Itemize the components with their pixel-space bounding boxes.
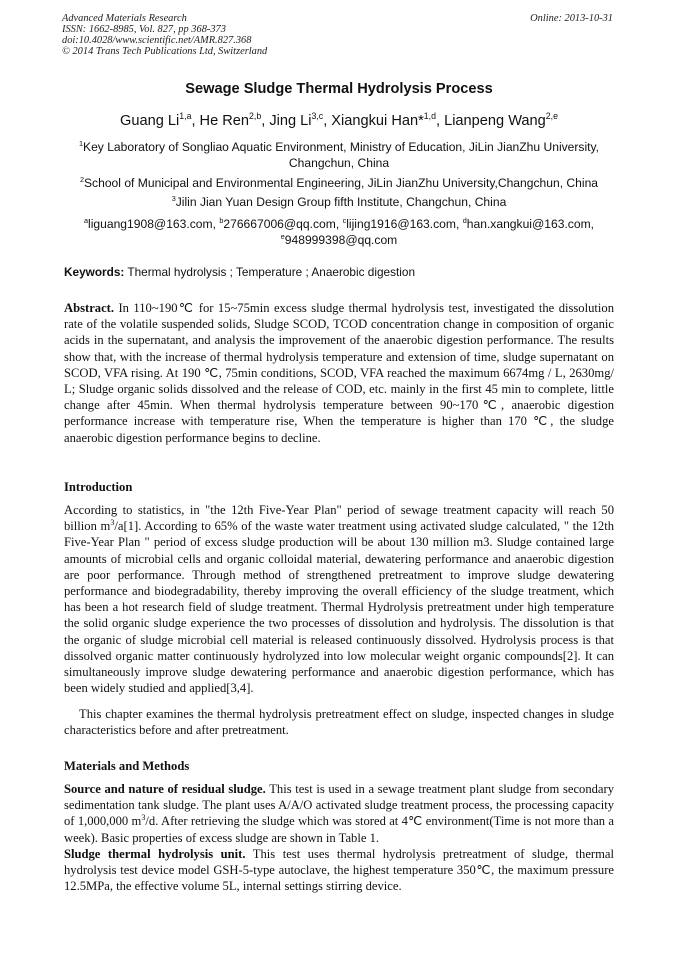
author: Xiangkui Han*: [331, 113, 424, 129]
affiliation-text: School of Municipal and Environmental Engineering, JiLin JianZhu University,Changchun, China: [83, 176, 599, 190]
author: Jing Li: [269, 113, 312, 129]
email-sep: ,: [335, 217, 343, 231]
introduction-paragraph-2: This chapter examines the thermal hydrolysis pretreatment effect on sludge, inspected changes in sludge characteristics before and after pretreatment.: [64, 707, 614, 738]
keywords-label: Keywords:: [64, 265, 125, 279]
email-sep: ,: [590, 217, 595, 231]
author-sup: 3,c: [311, 111, 324, 122]
author-sup: 2,e: [545, 111, 558, 122]
author-list: [0, 113, 678, 129]
author-sep: ,: [261, 113, 270, 129]
email-sup: c: [342, 215, 347, 225]
paragraph-text: According to statistics, in "the 12th Five-Year Plan" period of sewage treatment capacity will reach 50 billion m: [64, 503, 614, 534]
journal-name: Advanced Materials Research: [62, 13, 187, 24]
author: Guang Li: [120, 113, 180, 129]
email[interactable]: lijing1916@163.com: [346, 217, 456, 231]
affiliation-text: Changchun, China: [288, 156, 390, 170]
author-emails: [62, 216, 616, 248]
email-sup: a: [83, 215, 89, 225]
superscript: 3: [110, 518, 115, 528]
author: Lianpeng Wang: [444, 113, 546, 129]
doi-line: doi:10.4028/www.scientific.net/AMR.827.368: [62, 35, 252, 46]
email-sup: d: [462, 215, 467, 225]
methods-paragraph: [64, 781, 614, 894]
subsection-label: Sludge thermal hydrolysis unit.: [64, 846, 246, 861]
copyright-line: © 2014 Trans Tech Publications Ltd, Switzerland: [62, 46, 268, 57]
paper-title: Sewage Sludge Thermal Hydrolysis Process: [185, 81, 493, 97]
author-sep: ,: [191, 113, 200, 129]
author: He Ren: [199, 113, 250, 129]
author-sep: ,: [435, 113, 445, 129]
email[interactable]: han.xangkui@163.com: [466, 217, 591, 231]
superscript: 3: [141, 813, 146, 823]
affiliation-2: [62, 175, 616, 191]
email-sup: b: [219, 215, 224, 225]
keywords-text: Thermal hydrolysis ; Temperature ; Anaerobic digestion: [124, 265, 416, 279]
introduction-heading: Introduction: [64, 480, 133, 494]
email-sep: ,: [455, 217, 463, 231]
paragraph-text: This test uses thermal hydrolysis pretreatment of sludge, thermal hydrolysis test device model GSH-5-type autoclave, the highest temperature 350℃, the maximum pressure 12.5MPa, the effective volume 5L, internal settings stirring device.: [64, 846, 615, 894]
methods-heading: Materials and Methods: [64, 759, 190, 773]
affiliation-3: [62, 194, 616, 210]
author-sup: 1,a: [179, 111, 192, 122]
affiliation-sup: 2: [79, 174, 84, 184]
abstract: [64, 300, 614, 446]
affiliation-sup: 3: [171, 193, 176, 203]
author-sup: 1,d: [423, 111, 436, 122]
affiliation-sup: 1: [78, 138, 83, 148]
email[interactable]: 948999398@qq.com: [284, 233, 398, 247]
abstract-text: In 110~190℃ for 15~75min excess sludge thermal hydrolysis test, investigated the dissolution rate of the volatile suspended solids, Sludge SCOD, TCOD concentration change in composition of organic acids in the supernatant, and analysis the improvement of the anaerobic digestion performance. The results show that, with the increase of thermal hydrolysis temperature and extension of time, sludge supernatant on SCOD, VFA rising. At 190 ℃, 75min conditions, SCOD, VFA reached the maximum 6674mg / L, 2630mg/ L; Sludge organic solids dissolved and the release of COD, etc. mainly in the first 45 min to complete, little change after 45min. When thermal hydrolysis temperature between 90~170℃, anaerobic digestion performance increase with temperature rise, When the temperature is higher than 170 ℃, the sludge anaerobic digestion performance begins to decline.: [64, 301, 614, 445]
affiliation-1: [62, 139, 616, 171]
paragraph-text: This test is used in a sewage treatment plant sludge from secondary sedimentation tank sludge. The plant uses A/A/O activated sludge treatment process, the processing capacity of 1,000,000 m: [64, 782, 615, 829]
author-sup: 2,b: [249, 111, 262, 122]
introduction-paragraph-1: [64, 502, 614, 696]
subsection-label: Source and nature of residual sludge.: [64, 782, 266, 796]
paragraph-text: /d. After retrieving the sludge which was stored at 4℃ environment(Time is not more than a week). Basic properties of excess sludge are shown in Table 1.: [64, 814, 614, 845]
email[interactable]: liguang1908@163.com: [88, 217, 213, 231]
paragraph-text: /a[1]. According to 65% of the waste water treatment using activated sludge calculated, " the 12th Five-Year Plan " period of excess sludge production will be about 130 million m3. Sludge contained large amounts of microbial cells and organic colloidal material, dewatering performance and anaerobic digestion are poor performance. Through method of strengthened pretreatment to improve sludge dewatering performance and biodegradability, thereby improving the overall efficiency of the sludge treatment, which has been a hot research field of sludge treatment. Thermal Hydrolysis pretreatment under high temperature the solid organic sludge experience the two processes of dissolution and hydrolysis. The dissolution is that the organic of sludge microbial cell material is released continuously dissolved. Hydrolysis process is that dissolved organic matter continuously hydrolyzed into low molecular weight organic compounds[2]. It can simultaneously improve sludge dewatering performance and anaerobic digestion performance, which has been widely studied and applied[3,4].: [64, 519, 614, 696]
online-date: Online: 2013-10-31: [530, 13, 613, 24]
journal-header: [62, 13, 267, 57]
author-sep: ,: [323, 113, 332, 129]
email[interactable]: 276667006@qq.com: [223, 217, 336, 231]
issn-line: ISSN: 1662-8985, Vol. 827, pp 368-373: [62, 24, 226, 35]
abstract-label: Abstract.: [64, 301, 115, 315]
email-sup: e: [280, 231, 285, 241]
affiliation-text: Key Laboratory of Songliao Aquatic Environment, Ministry of Education, JiLin JianZhu University,: [83, 140, 600, 154]
keywords: [64, 265, 415, 279]
email-sep: ,: [212, 217, 220, 231]
affiliation-text: Jilin Jian Yuan Design Group fifth Institute, Changchun, China: [175, 195, 507, 209]
